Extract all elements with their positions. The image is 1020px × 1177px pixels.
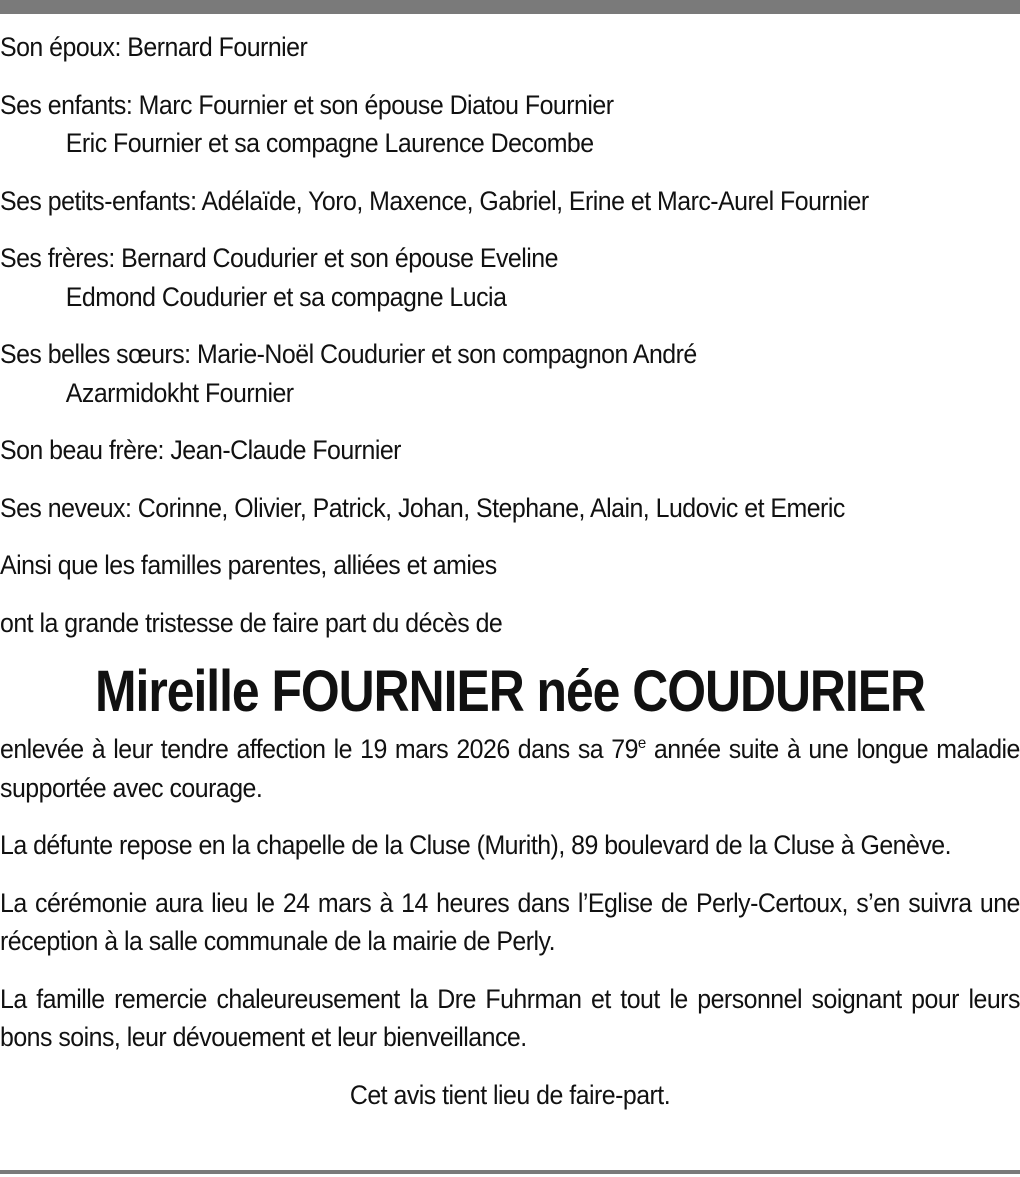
family-children [0, 86, 1020, 163]
family-line-continued: Edmond Coudurier et sa compagne Lucia [65, 281, 507, 312]
paragraph-thanks: La famille remercie chaleureusement la Dre Fuhrman et tout le personnel soignant pour leurs bons soins, leur dévouement et leur bienveillance. [0, 983, 1020, 1052]
paragraph-passing [0, 730, 1020, 807]
family-relatives [0, 546, 1020, 585]
family-line: Ses belles sœurs: Marie-Noël Coudurier et son compagnon André [0, 339, 697, 369]
paragraph-text: année suite à une longue maladie supportée avec courage. [0, 734, 1020, 803]
paragraph-ceremony: La cérémonie aura lieu le 24 mars à 14 heures dans l’Eglise de Perly-Certoux, s’en suivra une réception à la salle communale de la mairie de Perly. [0, 887, 1020, 956]
family-line: Ses enfants: Marc Fournier et son épouse Diatou Fournier [0, 89, 614, 120]
announcement-intro [0, 604, 1020, 643]
family-line: Son époux: Bernard Fournier [0, 32, 308, 62]
deceased-name: Mireille FOURNIER née COUDURIER [95, 659, 925, 724]
family-nephews [0, 489, 1020, 528]
family-line-continued: Eric Fournier et sa compagne Laurence Decombe [65, 128, 594, 158]
family-spouse [0, 28, 1020, 67]
family-line: Ses neveux: Corinne, Olivier, Patrick, Johan, Stephane, Alain, Ludovic et Emeric [0, 492, 845, 523]
obituary-notice [0, 28, 1020, 1114]
family-line: ont la grande tristesse de faire part du décès de [0, 607, 503, 638]
closing-note: Cet avis tient lieu de faire-part. [349, 1079, 671, 1110]
paragraph-repose: La défunte repose en la chapelle de la Cluse (Murith), 89 boulevard de la Cluse à Genève. [0, 830, 952, 860]
family-line: Son beau frère: Jean-Claude Fournier [0, 435, 401, 465]
family-sisters-in-law [0, 335, 1020, 412]
family-line: Ses petits-enfants: Adélaïde, Yoro, Maxence, Gabriel, Erine et Marc-Aurel Fournier [0, 185, 869, 216]
family-line: Ainsi que les familles parentes, alliées et amies [0, 550, 497, 580]
family-line-continued: Azarmidokht Fournier [65, 377, 294, 408]
family-brother-in-law [0, 431, 1020, 470]
bottom-divider [0, 1170, 1020, 1174]
family-line: Ses frères: Bernard Coudurier et son épouse Eveline [0, 243, 558, 273]
paragraph-text: enlevée à leur tendre affection le 19 mars 2026 dans sa 79 [0, 734, 638, 764]
family-brothers [0, 239, 1020, 316]
family-grandchildren [0, 182, 1020, 221]
ordinal-superscript: e [637, 735, 646, 753]
top-divider [0, 0, 1020, 14]
